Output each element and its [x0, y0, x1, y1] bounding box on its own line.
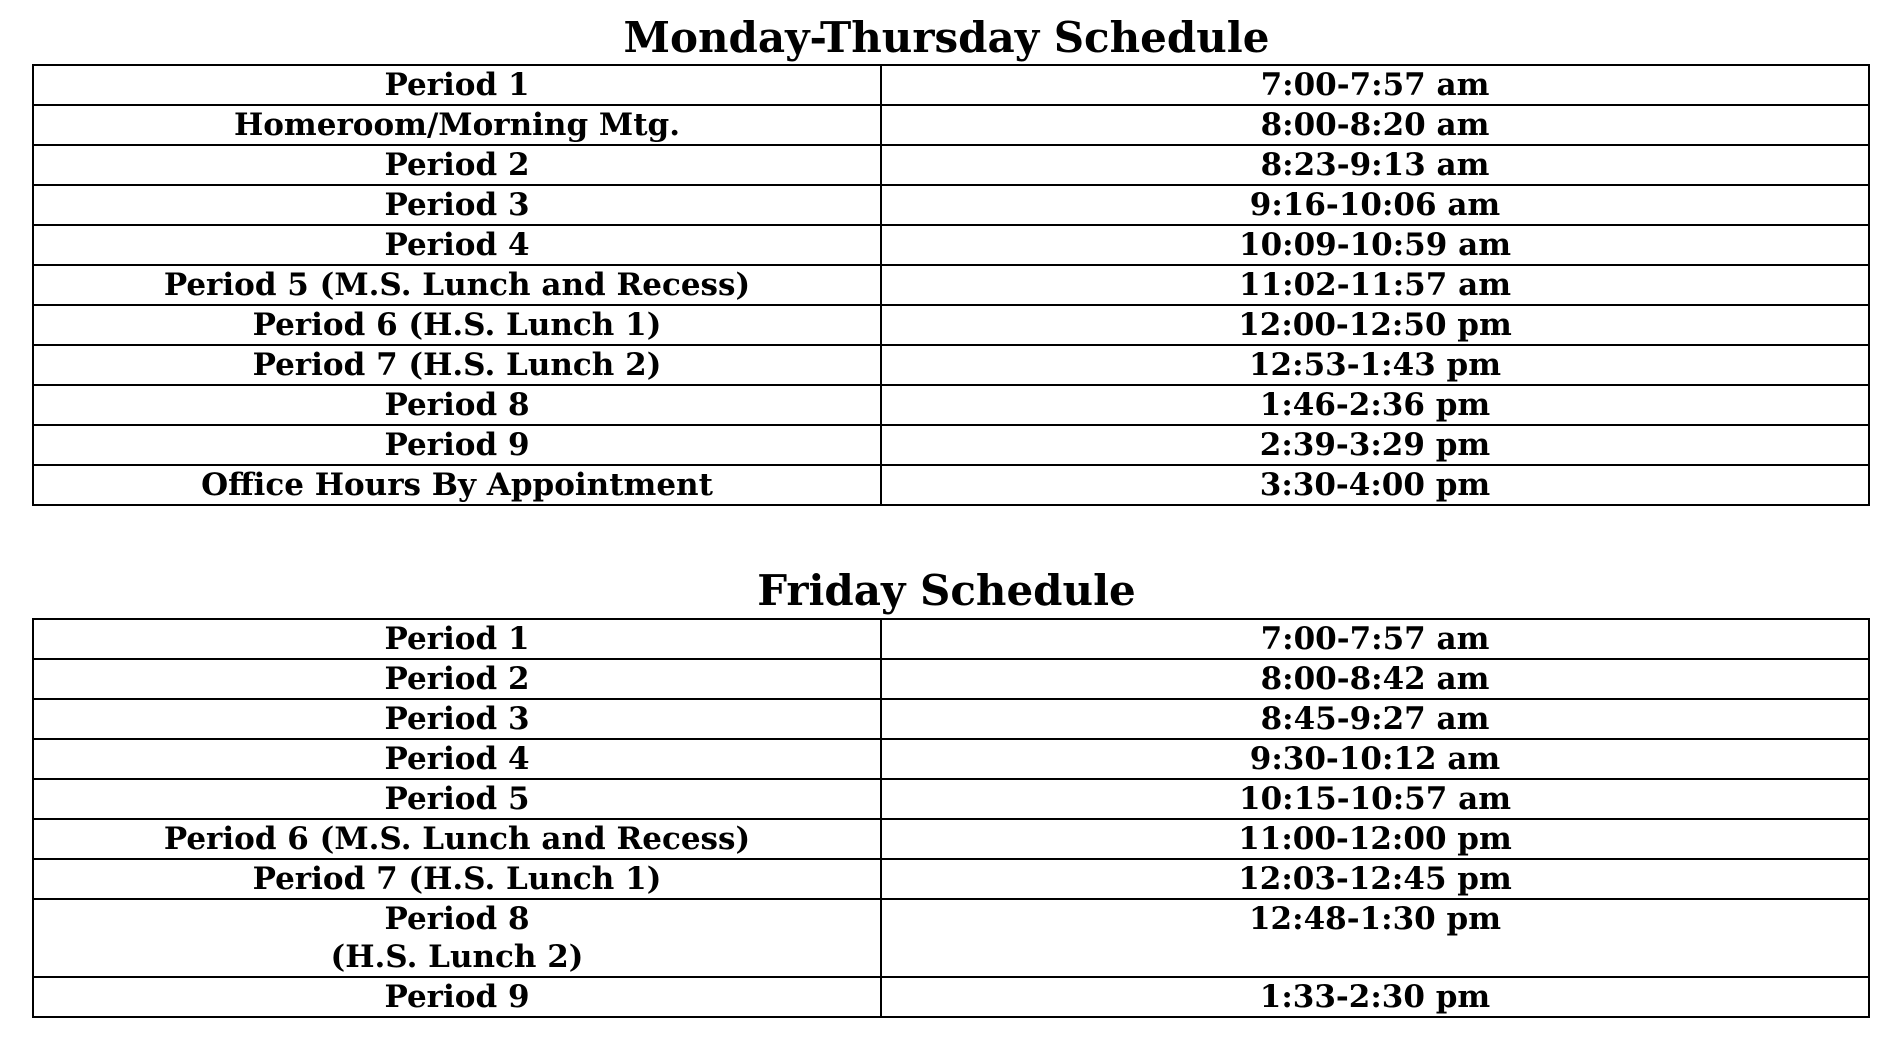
time-cell: 12:48-1:30 pm: [881, 899, 1869, 977]
time-cell: 12:53-1:43 pm: [881, 345, 1869, 385]
period-cell: Homeroom/Morning Mtg.: [33, 105, 881, 145]
friday-title: Friday Schedule: [757, 566, 1136, 615]
period-cell: Period 2: [33, 659, 881, 699]
period-cell: Period 5 (M.S. Lunch and Recess): [33, 265, 881, 305]
time-cell: 12:03-12:45 pm: [881, 859, 1869, 899]
table-row: [33, 739, 1869, 779]
period-cell: Period 3: [33, 185, 881, 225]
time-cell: 8:45-9:27 am: [881, 699, 1869, 739]
period-cell: Office Hours By Appointment: [33, 465, 881, 505]
period-label-line2: (H.S. Lunch 2): [330, 939, 584, 975]
period-cell: Period 7 (H.S. Lunch 2): [33, 345, 881, 385]
time-cell: 11:02-11:57 am: [881, 265, 1869, 305]
period-cell: Period 2: [33, 145, 881, 185]
period-cell: Period 6 (H.S. Lunch 1): [33, 305, 881, 345]
time-cell: 10:15-10:57 am: [881, 779, 1869, 819]
time-cell: 9:16-10:06 am: [881, 185, 1869, 225]
time-cell: 12:00-12:50 pm: [881, 305, 1869, 345]
period-cell: Period 5: [33, 779, 881, 819]
time-cell: 1:33-2:30 pm: [881, 977, 1869, 1017]
period-cell: Period 4: [33, 739, 881, 779]
table-row: [33, 105, 1869, 145]
table-row: [33, 385, 1869, 425]
friday-schedule-table: [32, 618, 1870, 1018]
period-cell: Period 8: [33, 385, 881, 425]
time-cell: 8:00-8:42 am: [881, 659, 1869, 699]
monday-thursday-schedule-table: [32, 64, 1870, 506]
table-row: [33, 345, 1869, 385]
table-row: [33, 185, 1869, 225]
period-cell: [33, 899, 881, 977]
table-row: [33, 145, 1869, 185]
table-row: [33, 619, 1869, 659]
time-cell: 2:39-3:29 pm: [881, 425, 1869, 465]
period-cell: Period 9: [33, 977, 881, 1017]
table-row: [33, 859, 1869, 899]
time-cell: 7:00-7:57 am: [881, 65, 1869, 105]
table-row: [33, 977, 1869, 1017]
table-row: [33, 65, 1869, 105]
time-cell: 1:46-2:36 pm: [881, 385, 1869, 425]
table-row: [33, 819, 1869, 859]
table-row: [33, 779, 1869, 819]
table-row: [33, 699, 1869, 739]
time-cell: 8:23-9:13 am: [881, 145, 1869, 185]
table-row: [33, 465, 1869, 505]
period-cell: Period 9: [33, 425, 881, 465]
table-row: [33, 425, 1869, 465]
time-cell: 10:09-10:59 am: [881, 225, 1869, 265]
monday-thursday-title: Monday-Thursday Schedule: [623, 13, 1270, 62]
period-cell: Period 4: [33, 225, 881, 265]
period-label: Period 8: [384, 901, 530, 937]
period-cell: Period 6 (M.S. Lunch and Recess): [33, 819, 881, 859]
time-cell: 3:30-4:00 pm: [881, 465, 1869, 505]
period-cell: Period 7 (H.S. Lunch 1): [33, 859, 881, 899]
time-cell: 11:00-12:00 pm: [881, 819, 1869, 859]
time-cell: 9:30-10:12 am: [881, 739, 1869, 779]
period-cell: Period 3: [33, 699, 881, 739]
table-row: [33, 659, 1869, 699]
table-row: [33, 899, 1869, 977]
table-row: [33, 305, 1869, 345]
period-cell: Period 1: [33, 65, 881, 105]
table-row: [33, 225, 1869, 265]
time-cell: 7:00-7:57 am: [881, 619, 1869, 659]
time-cell: 8:00-8:20 am: [881, 105, 1869, 145]
table-row: [33, 265, 1869, 305]
period-cell: Period 1: [33, 619, 881, 659]
